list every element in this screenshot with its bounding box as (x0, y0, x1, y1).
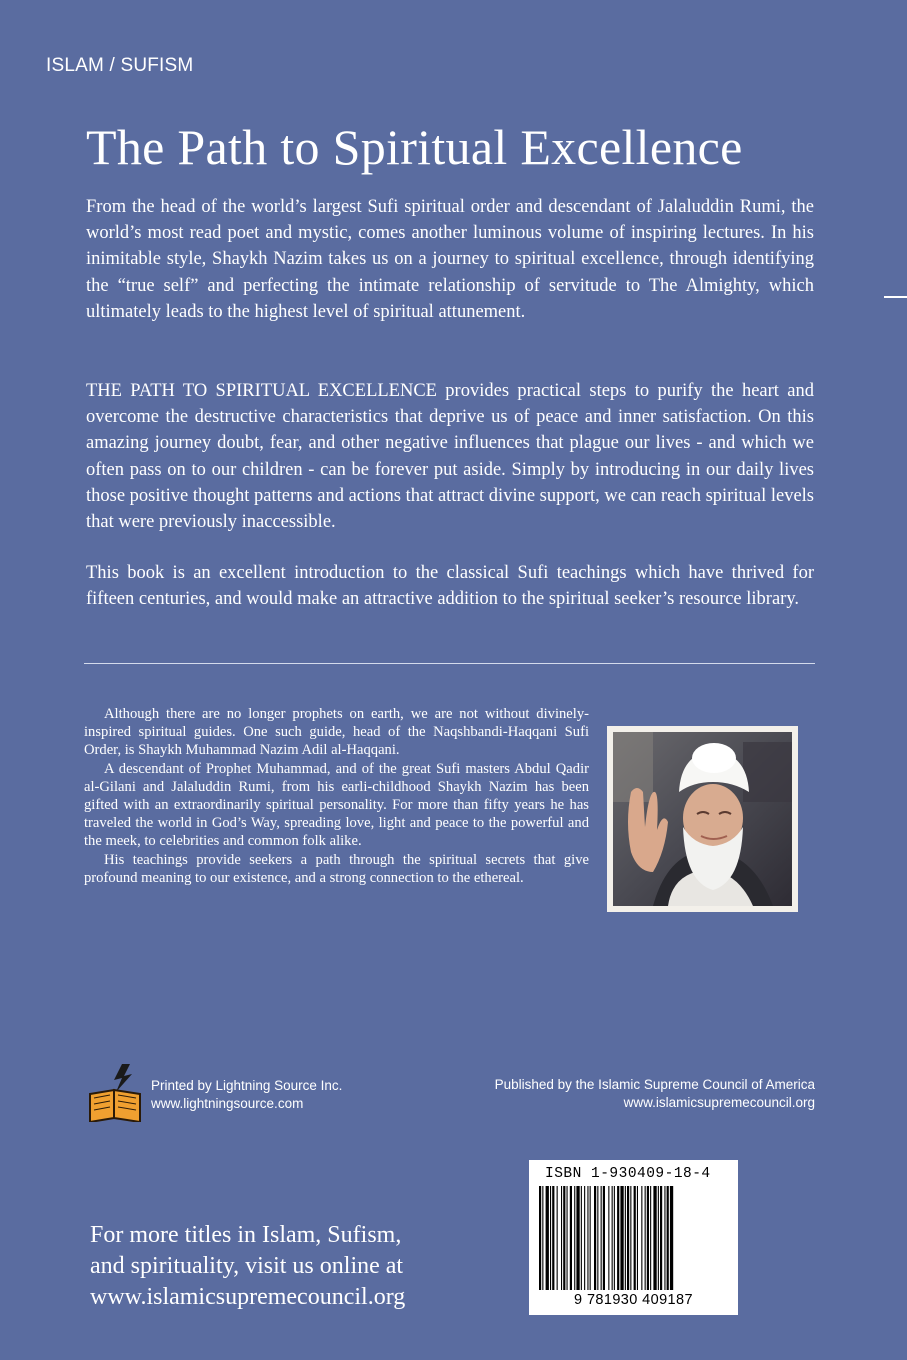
barcode-bar (581, 1186, 582, 1290)
printer-name: Printed by Lightning Source Inc. (151, 1078, 343, 1093)
author-portrait-image (613, 732, 792, 906)
barcode-bar (584, 1186, 585, 1290)
barcode-bar (539, 1186, 541, 1290)
barcode-bar (670, 1186, 673, 1290)
barcode-bar (645, 1186, 646, 1290)
bio-paragraph: His teachings provide seekers a path through the spiritual secrets that give profound meaning to our existence, and a strong connection to the ethereal. (84, 851, 589, 886)
author-bio (84, 705, 589, 887)
barcode-bar (630, 1186, 631, 1290)
category-label: ISLAM / SUFISM (46, 55, 194, 76)
barcode-bar (650, 1186, 651, 1290)
barcode-bar (653, 1186, 656, 1290)
more-titles-line: For more titles in Islam, Sufism, (90, 1222, 402, 1248)
barcode-bar (546, 1186, 549, 1290)
barcode-bar (634, 1186, 636, 1290)
barcode-bar (641, 1186, 642, 1290)
more-titles-line: and spirituality, visit us online at (90, 1253, 404, 1279)
isbn-number: ISBN 1-930409-18-4 (545, 1166, 711, 1182)
barcode-bar (614, 1186, 615, 1290)
ean-number: 9 781930 409187 (574, 1292, 693, 1308)
barcode-bar (574, 1186, 575, 1290)
barcode-bar (597, 1186, 598, 1290)
barcode-bar (603, 1186, 605, 1290)
printer-url: www.lightningsource.com (151, 1096, 304, 1111)
barcode-bar (612, 1186, 613, 1290)
barcode-bar (557, 1186, 558, 1290)
description-paragraph: From the head of the world’s largest Sufi spiritual order and descendant of Jalaluddin Rumi, the world’s most read poet and mystic, comes another luminous volume of inspiring lectures. In his inimitable style, Shaykh Nazim takes us on a journey to spiritual excellence, through identifying the “true self” and perfecting the intimate relationship of servitude to The Almighty, which ultimately leads to the highest level of spiritual attunement. (86, 197, 814, 322)
barcode-bar (637, 1186, 638, 1290)
barcode-bar (590, 1186, 591, 1290)
bio-paragraph: A descendant of Prophet Muhammad, and of the great Sufi masters Abdul Qadir al-Gilani and Jalaluddin Rumi, from his earli-childhood Shaykh Nazim has been gifted with an extraordinarily spiritual personality. For more than fifty years he has traveled the world in God’s Way, spreading love, light and peace to the powerful and the meek, to celebrities and common folk alike. (84, 760, 589, 850)
divider (84, 663, 815, 664)
barcode-bar (627, 1186, 629, 1290)
more-titles (90, 1220, 405, 1313)
more-titles-url: www.islamicsupremecouncil.org (90, 1284, 406, 1310)
isbn-barcode (529, 1160, 738, 1315)
barcode-bar (567, 1186, 568, 1290)
barcode-bar (587, 1186, 588, 1290)
publisher-url: www.islamicsupremecouncil.org (623, 1095, 815, 1110)
book-title: The Path to Spiritual Excellence (86, 119, 743, 175)
description-paragraph: THE PATH TO SPIRITUAL EXCELLENCE provides practical steps to purify the heart and overcome the destructive characteristics that deprive us of peace and inner satisfaction. On this amazing journey doubt, fear, and other negative influences that plague our lives - and which we often pass on to our children - can be forever put aside. Simply by introducing in our daily lives those positive thought patterns and actions that attract divine support, we can reach spiritual levels that were previously inaccessible. (86, 381, 814, 533)
barcode-bar (550, 1186, 551, 1290)
barcode-bar (660, 1186, 662, 1290)
barcode-bar (552, 1186, 554, 1290)
barcode-bar (647, 1186, 649, 1290)
barcode-bar (601, 1186, 602, 1290)
barcode-bar (664, 1186, 665, 1290)
barcode-bars (539, 1186, 728, 1290)
barcode-bar (594, 1186, 596, 1290)
barcode-bar (570, 1186, 572, 1290)
barcode-bar (563, 1186, 565, 1290)
edge-mark (884, 296, 907, 298)
barcode-bar (617, 1186, 619, 1290)
publisher-info (495, 1076, 815, 1112)
publisher-name: Published by the Islamic Supreme Council of America (494, 1077, 815, 1092)
barcode-bar (542, 1186, 543, 1290)
printer-info (151, 1077, 342, 1113)
barcode-bar (561, 1186, 562, 1290)
author-photo (607, 726, 798, 912)
barcode-bar (625, 1186, 626, 1290)
barcode-bar (608, 1186, 609, 1290)
barcode-bar (620, 1186, 623, 1290)
bio-paragraph: Although there are no longer prophets on earth, we are not without divinely-inspired spiritual guides. One such guide, head of the Naqshbandi-Haqqani Sufi Order, is Shaykh Muhammad Nazim Adil al-Haqqani. (84, 706, 589, 759)
description-paragraph: This book is an excellent introduction to the classical Sufi teachings which have thrived for fifteen centuries, and would make an attractive addition to the spiritual seeker’s resource library. (86, 563, 814, 610)
printer-book-logo (86, 1062, 144, 1122)
barcode-bar (667, 1186, 669, 1290)
barcode-bar (658, 1186, 659, 1290)
barcode-bar (576, 1186, 579, 1290)
